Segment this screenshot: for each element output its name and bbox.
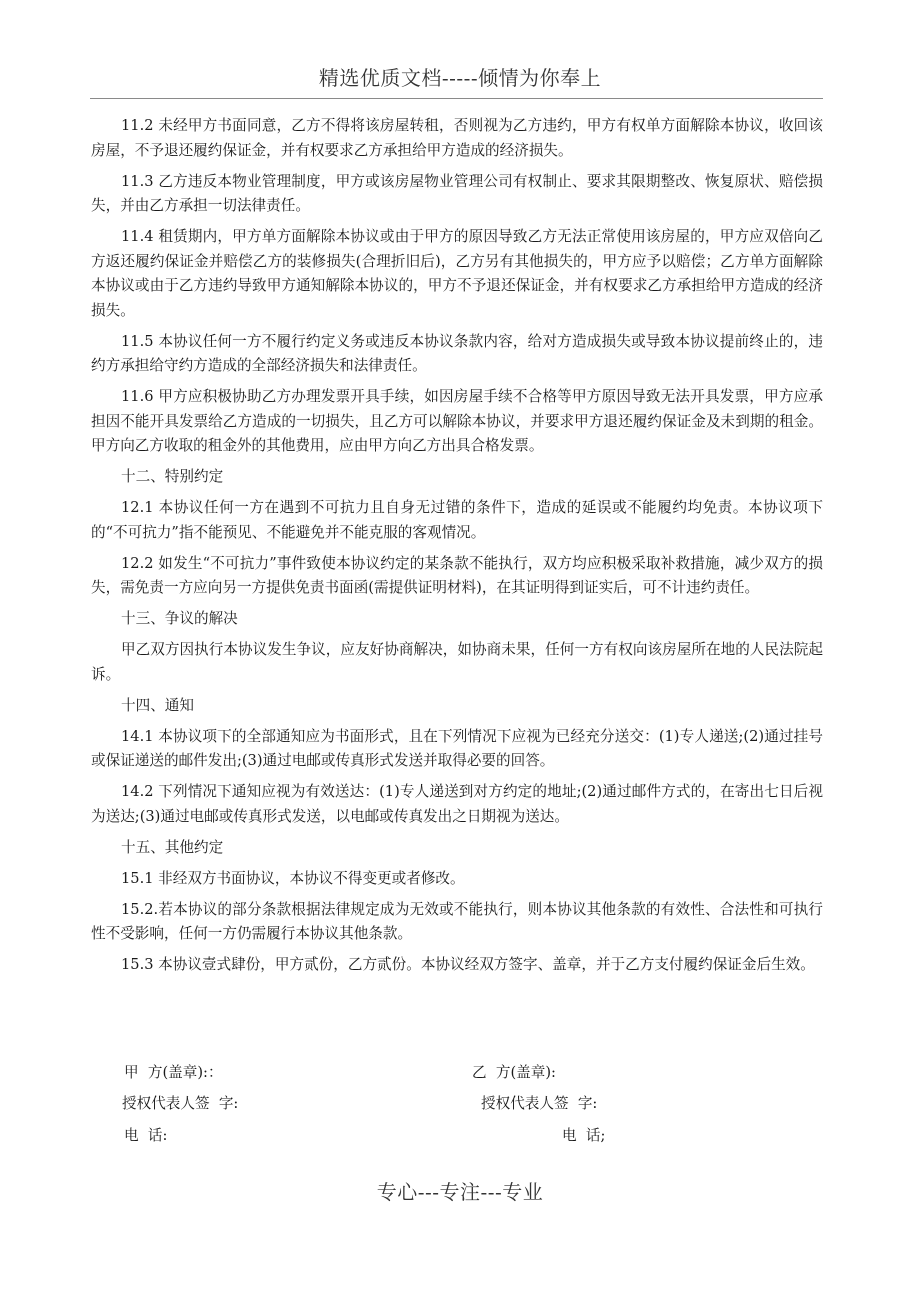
page-footer-slogan: 专心---专注---专业 xyxy=(376,1180,544,1204)
section-heading-15: 十五、其他约定 xyxy=(121,838,224,856)
page-header-title: 精选优质文档-----倾情为你奉上 xyxy=(318,66,602,90)
clause-13-body: 甲乙双方因执行本协议发生争议，应友好协商解决，如协商未果，任何一方有权向该房屋所在地的人民法院起诉。 xyxy=(91,641,823,683)
party-a-seal-label: 甲 方(盖章):： xyxy=(124,1064,223,1081)
section-heading-13: 十三、争议的解决 xyxy=(121,610,238,627)
document-body xyxy=(91,114,823,984)
clause-12-2: 12.2 如发生“不可抗力”事件致使本协议约定的某条款不能执行，双方均应积极采取补救措施，减少双方的损失，需免责一方应向另一方提供免责书面函(需提供证明材料)，在其证明得到证实后，可不计违约责任。 xyxy=(91,554,823,596)
clause-12-1: 12.1 本协议任何一方在遇到不可抗力且自身无过错的条件下，造成的延误或不能履约均免责。本协议项下的“不可抗力”指不能预见、不能避免并不能克服的客观情况。 xyxy=(91,499,823,541)
clause-14-1: 14.1 本协议项下的全部通知应为书面形式，且在下列情况下应视为已经充分送交：(1)专人递送;(2)通过挂号或保证递送的邮件发出;(3)通过电邮或传真形式发送并取得必要的回答。 xyxy=(91,727,823,769)
clause-11-5: 11.5 本协议任何一方不履行约定义务或违反本协议条款内容，给对方造成损失或导致本协议提前终止的，违约方承担给守约方造成的全部经济损失和法律责任。 xyxy=(91,332,823,374)
party-b-seal-label: 乙 方(盖章): xyxy=(472,1064,556,1081)
section-heading-14: 十四、通知 xyxy=(121,696,194,714)
party-a-phone-label: 电 话: xyxy=(124,1127,168,1144)
clause-11-2: 11.2 未经甲方书面同意，乙方不得将该房屋转租，否则视为乙方违约，甲方有权单方面解除本协议，收回该房屋，不予退还履约保证金，并有权要求乙方承担给甲方造成的经济损失。 xyxy=(91,117,823,159)
party-a-representative-label: 授权代表人签 字: xyxy=(122,1095,239,1112)
clause-14-2: 14.2 下列情况下通知应视为有效送达：(1)专人递送到对方约定的地址;(2)通过邮件方式的，在寄出七日后视为送达;(3)通过电邮或传真形式发送，以电邮或传真发出之日期视为送达。 xyxy=(91,783,823,825)
clause-11-3: 11.3 乙方违反本物业管理制度，甲方或该房屋物业管理公司有权制止、要求其限期整改、恢复原状、赔偿损失，并由乙方承担一切法律责任。 xyxy=(91,172,823,214)
section-heading-12: 十二、特别约定 xyxy=(121,468,224,485)
clause-11-6: 11.6 甲方应积极协助乙方办理发票开具手续，如因房屋手续不合格等甲方原因导致无法开具发票，甲方应承担因不能开具发票给乙方造成的一切损失，且乙方可以解除本协议，并要求甲方退还履约保证金及未到期的租金。甲方向乙方收取的租金外的其他费用，应由甲方向乙方出具合格发票。 xyxy=(91,388,823,454)
clause-15-3: 15.3 本协议壹式肆份，甲方贰份，乙方贰份。本协议经双方签字、盖章，并于乙方支付履约保证金后生效。 xyxy=(121,956,815,973)
clause-11-4: 11.4 租赁期内，甲方单方面解除本协议或由于甲方的原因导致乙方无法正常使用该房屋的，甲方应双倍向乙方返还履约保证金并赔偿乙方的装修损失(合理折旧后)，乙方另有其他损失的，甲方应予以赔偿；乙方单方面解除本协议或由于乙方违约导致甲方通知解除本协议的，甲方不予退还保证金，并有权要求乙方承担给甲方造成的经济损失。 xyxy=(91,228,823,319)
clause-15-2: 15.2.若本协议的部分条款根据法律规定成为无效或不能执行，则本协议其他条款的有效性、合法性和可执行性不受影响，任何一方仍需履行本协议其他条款。 xyxy=(91,900,823,942)
party-b-representative-label: 授权代表人签 字: xyxy=(481,1095,598,1112)
party-b-phone-label: 电 话; xyxy=(562,1127,606,1144)
clause-15-1: 15.1 非经双方书面协议，本协议不得变更或者修改。 xyxy=(121,869,465,887)
header-divider xyxy=(90,98,823,99)
